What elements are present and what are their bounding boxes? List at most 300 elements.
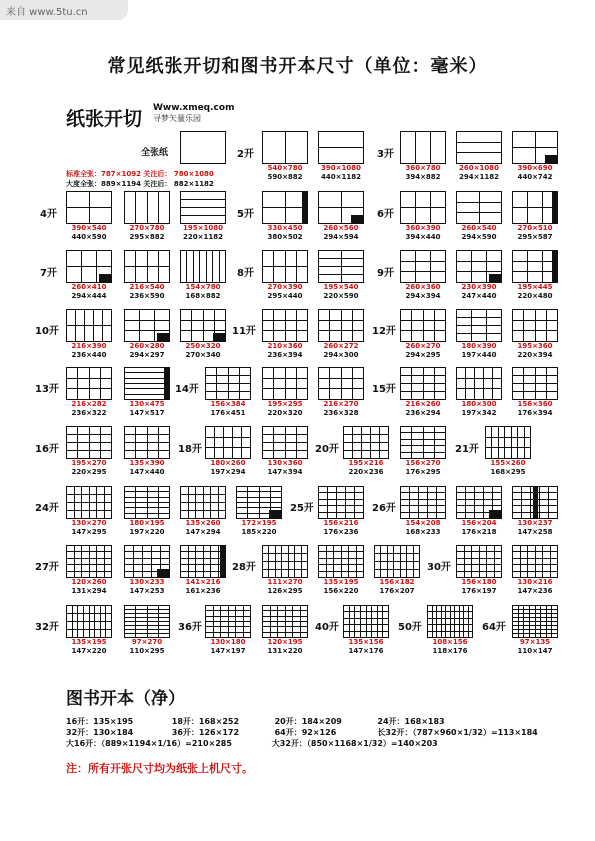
trimmed-size: 260×540 [461, 224, 497, 232]
cut-grid-svg [66, 367, 112, 400]
cut-grid-svg [512, 131, 558, 164]
watermark-text: 来自 www.5tu.cn [6, 6, 88, 18]
trimmed-size: 135×156 [348, 638, 384, 646]
big-sheet-line [66, 179, 214, 189]
sheet-size: 294×594 [323, 233, 359, 241]
sheet-size: 440×590 [71, 233, 107, 241]
row-label: 6开 [377, 209, 394, 220]
row-label: 10开 [35, 326, 59, 337]
cut-grid-svg [456, 545, 502, 578]
row-label: 32开 [35, 622, 59, 633]
sheet-size: 156×220 [323, 587, 359, 595]
sheet-size: 295×440 [267, 292, 303, 300]
cut-diagram [343, 605, 389, 656]
row-label: 64开 [482, 622, 506, 633]
sheet-size: 294×297 [129, 351, 165, 359]
cut-diagram [262, 367, 308, 418]
row-label: 9开 [377, 268, 394, 279]
cut-diagram [262, 191, 308, 242]
trimmed-size: 180×195 [129, 519, 165, 527]
trimmed-size: 130×180 [210, 638, 246, 646]
trimmed-size: 260×280 [129, 342, 165, 350]
row-label: 24开 [35, 503, 59, 514]
cut-diagram [262, 545, 308, 596]
section-title-book-format: 图书开本（净） [66, 689, 185, 709]
cut-diagram [456, 250, 502, 301]
big-sheet-after: 关注后： [143, 180, 172, 188]
row-label: 2开 [237, 149, 254, 160]
cut-diagram [512, 250, 558, 301]
sheet-size: 147×253 [129, 587, 165, 595]
row-label: 11开 [232, 326, 256, 337]
cut-grid-svg [512, 605, 558, 638]
sheet-size: 176×218 [461, 528, 497, 536]
row-label: 3开 [377, 149, 394, 160]
cut-grid-svg [400, 367, 446, 400]
cut-grid-svg [512, 367, 558, 400]
book-sizes-line-2 [66, 727, 538, 738]
sheet-size: 294×394 [405, 292, 441, 300]
sheet-size: 236×294 [405, 409, 441, 417]
sheet-size: 176×207 [379, 587, 415, 595]
cut-grid-svg [180, 309, 226, 342]
cut-diagram [66, 426, 112, 477]
sheet-size: 236×440 [71, 351, 107, 359]
sheet-size: 131×220 [267, 647, 303, 655]
cut-diagram [318, 250, 364, 301]
cut-diagram [124, 486, 170, 537]
cut-diagram [66, 309, 112, 360]
cut-grid-svg [180, 486, 226, 519]
cut-grid-svg [318, 486, 364, 519]
sheet-size: 220×590 [323, 292, 359, 300]
sheet-size: 295×882 [129, 233, 165, 241]
trimmed-size: 172×195 [241, 519, 277, 527]
cut-grid-svg [180, 250, 226, 283]
cut-grid-svg [180, 191, 226, 224]
cut-grid-svg [512, 250, 558, 283]
cut-diagram [124, 605, 170, 656]
sheet-size: 147×220 [71, 647, 107, 655]
trimmed-size: 108×156 [432, 638, 468, 646]
trimmed-size: 260×270 [405, 342, 441, 350]
cut-grid-svg [124, 545, 170, 578]
sheet-size: 110×295 [129, 647, 165, 655]
cut-diagram [318, 545, 364, 596]
sheet-size: 161×236 [185, 587, 221, 595]
trimmed-size: 216×260 [405, 400, 441, 408]
cut-diagram [205, 426, 251, 477]
row-label: 13开 [35, 384, 59, 395]
cut-grid-svg [343, 426, 389, 459]
cut-grid-svg [318, 250, 364, 283]
cut-grid-svg [66, 309, 112, 342]
trimmed-size: 97×135 [519, 638, 551, 646]
cut-grid-svg [318, 367, 364, 400]
sheet-size: 197×342 [461, 409, 497, 417]
trimmed-size: 180×390 [461, 342, 497, 350]
cut-grid-svg [66, 605, 112, 638]
cut-diagram [262, 309, 308, 360]
sheet-size: 590×882 [267, 173, 303, 181]
sheet-size: 294×590 [461, 233, 497, 241]
trimmed-size: 111×270 [267, 578, 303, 586]
book-size: 长32开：（787×960×1/32）=113×184 [377, 728, 538, 737]
sheet-size: 236×322 [71, 409, 107, 417]
trimmed-size: 156×270 [405, 459, 441, 467]
cut-diagram [512, 605, 558, 656]
book-size: 大16开：（889×1194×1/16）=210×285 [66, 739, 232, 748]
trimmed-size: 180×260 [210, 459, 246, 467]
row-label: 12开 [372, 326, 396, 337]
trimmed-size: 195×540 [323, 283, 359, 291]
sheet-size: 380×502 [267, 233, 303, 241]
cut-grid-svg [66, 250, 112, 283]
page-title: 常见纸张开切和图书开本尺寸（单位：毫米） [107, 56, 488, 77]
standard-sheet-line [66, 169, 214, 179]
row-label: 8开 [237, 268, 254, 279]
cut-grid-svg [318, 131, 364, 164]
row-label: 15开 [372, 384, 396, 395]
sheet-size: 147×295 [71, 528, 107, 536]
cut-grid-svg [180, 545, 226, 578]
trimmed-size: 210×360 [267, 342, 303, 350]
cut-diagram [456, 486, 502, 537]
sheet-size: 394×440 [405, 233, 441, 241]
full-sheet-label: 全张纸 [141, 148, 169, 158]
standard-sheet-trim: 780×1080 [173, 170, 214, 178]
cut-diagram [427, 605, 473, 656]
trimmed-size: 216×282 [71, 400, 107, 408]
sheet-size: 147×440 [129, 468, 165, 476]
trimmed-size: 154×780 [185, 283, 221, 291]
cut-grid-svg [262, 191, 308, 224]
trimmed-size: 130×233 [129, 578, 165, 586]
cut-grid-svg [124, 605, 170, 638]
cut-grid-svg [512, 191, 558, 224]
book-size: 18开：168×252 [171, 717, 240, 726]
book-sizes-line-1 [66, 716, 445, 727]
cut-diagram [180, 486, 226, 537]
cut-grid-svg [400, 486, 446, 519]
trimmed-size: 270×390 [267, 283, 303, 291]
full-sheet-rect [180, 131, 226, 164]
cut-diagram [66, 191, 112, 242]
cut-grid-svg [262, 426, 308, 459]
trimmed-size: 360×780 [405, 164, 441, 172]
trimmed-size: 180×300 [461, 400, 497, 408]
sheet-size: 131×294 [71, 587, 107, 595]
trimmed-size: 260×1080 [459, 164, 499, 172]
cut-diagram [318, 131, 364, 182]
cut-grid-svg [485, 426, 531, 459]
cut-diagram [180, 309, 226, 360]
cut-diagram [262, 426, 308, 477]
cut-grid-svg [205, 426, 251, 459]
cut-diagram [400, 486, 446, 537]
sheet-size: 270×340 [185, 351, 221, 359]
logo-subtitle: 寻梦矢量乐园 [153, 114, 201, 123]
trimmed-size: 156×204 [461, 519, 497, 527]
cut-grid-svg [456, 486, 502, 519]
sheet-size: 294×1182 [459, 173, 499, 181]
cut-diagram [374, 545, 420, 596]
sheet-size: 118×176 [432, 647, 468, 655]
cut-grid-svg [66, 545, 112, 578]
cut-diagram [66, 486, 112, 537]
sheet-size: 147×176 [348, 647, 384, 655]
cut-diagram [512, 545, 558, 596]
sheet-size: 168×882 [185, 292, 221, 300]
cut-diagram [456, 191, 502, 242]
trimmed-size: 195×445 [517, 283, 553, 291]
row-label: 28开 [232, 562, 256, 573]
cut-diagram [400, 250, 446, 301]
sheet-size: 110×147 [517, 647, 553, 655]
sheet-size: 176×236 [323, 528, 359, 536]
cut-diagram [456, 309, 502, 360]
full-sheet-diagram [180, 131, 226, 164]
sheet-size: 220×295 [71, 468, 107, 476]
trimmed-size: 135×195 [71, 638, 107, 646]
cut-grid-svg [236, 486, 282, 519]
cut-diagram [124, 367, 170, 418]
cut-diagram [124, 545, 170, 596]
cut-grid-svg [400, 426, 446, 459]
section-title-paper-cutting: 纸张开切 [66, 108, 143, 130]
cut-diagram [318, 486, 364, 537]
row-label: 26开 [372, 503, 396, 514]
cut-grid-svg [262, 250, 308, 283]
sheet-size: 176×197 [461, 587, 497, 595]
cut-diagram [512, 367, 558, 418]
cut-diagram [236, 486, 282, 537]
cut-grid-svg [400, 309, 446, 342]
cut-diagram [124, 309, 170, 360]
trimmed-size: 156×182 [379, 578, 415, 586]
row-label: 20开 [315, 444, 339, 455]
trimmed-size: 540×780 [267, 164, 303, 172]
trimmed-size: 260×272 [323, 342, 359, 350]
big-sheet-trim: 882×1182 [173, 180, 214, 188]
row-label: 14开 [175, 384, 199, 395]
cut-grid-svg [512, 309, 558, 342]
cut-grid-svg [318, 191, 364, 224]
trimmed-size: 156×216 [323, 519, 359, 527]
trimmed-size: 155×260 [490, 459, 526, 467]
sheet-size: 185×220 [241, 528, 277, 536]
trimmed-size: 120×195 [267, 638, 303, 646]
sheet-size: 220×480 [517, 292, 553, 300]
cut-grid-svg [400, 191, 446, 224]
cut-grid-svg [456, 131, 502, 164]
trimmed-size: 260×560 [323, 224, 359, 232]
sheet-size: 220×236 [348, 468, 384, 476]
cut-grid-svg [456, 367, 502, 400]
trimmed-size: 230×390 [461, 283, 497, 291]
sheet-size: 147×258 [517, 528, 553, 536]
sheet-size: 176×295 [405, 468, 441, 476]
sheet-size: 294×295 [405, 351, 441, 359]
cut-diagram [318, 367, 364, 418]
trimmed-size: 216×540 [129, 283, 165, 291]
row-label: 16开 [35, 444, 59, 455]
sheet-size: 247×440 [461, 292, 497, 300]
trimmed-size: 156×384 [210, 400, 246, 408]
logo-url: Www.xmeq.com [153, 103, 235, 113]
cut-grid-svg [374, 545, 420, 578]
standard-sheet-size: 标准全张：787×1092 [66, 170, 141, 178]
cut-grid-svg [262, 131, 308, 164]
sheet-size: 147×197 [210, 647, 246, 655]
cut-diagram [400, 131, 446, 182]
cut-grid-svg [318, 309, 364, 342]
cut-diagram [180, 191, 226, 242]
row-label: 40开 [315, 622, 339, 633]
cut-diagram [512, 131, 558, 182]
cut-grid-svg [124, 309, 170, 342]
book-size: 16开：135×195 [66, 717, 134, 726]
sheet-size: 236×394 [267, 351, 303, 359]
book-sizes-line-3 [66, 738, 438, 749]
sheet-size: 126×295 [267, 587, 303, 595]
trimmed-size: 135×390 [129, 459, 165, 467]
trimmed-size: 130×237 [517, 519, 553, 527]
cut-grid-svg [318, 545, 364, 578]
sheet-size: 147×236 [517, 587, 553, 595]
row-label: 27开 [35, 562, 59, 573]
row-label: 4开 [40, 209, 57, 220]
trimmed-size: 270×510 [517, 224, 553, 232]
cut-diagram [262, 250, 308, 301]
cut-grid-svg [124, 426, 170, 459]
cut-grid-svg [66, 426, 112, 459]
sheet-size: 176×451 [210, 409, 246, 417]
trimmed-size: 130×475 [129, 400, 165, 408]
row-label: 18开 [178, 444, 202, 455]
cut-diagram [205, 367, 251, 418]
trimmed-size: 154×208 [405, 519, 441, 527]
cut-grid-svg [343, 605, 389, 638]
sheet-size: 220×394 [517, 351, 553, 359]
sheet-size: 294×300 [323, 351, 359, 359]
cut-grid-svg [262, 545, 308, 578]
cut-diagram [318, 309, 364, 360]
cut-grid-svg [66, 486, 112, 519]
sheet-size: 220×320 [267, 409, 303, 417]
book-size: 36开：126×172 [171, 728, 240, 737]
sheet-size: 236×590 [129, 292, 165, 300]
cut-diagram [512, 191, 558, 242]
trimmed-size: 330×450 [267, 224, 303, 232]
cut-grid-svg [262, 605, 308, 638]
trimmed-size: 130×360 [267, 459, 303, 467]
book-size: 20开：184×209 [274, 717, 342, 726]
book-size: 64开：92×126 [274, 728, 337, 737]
cut-grid-svg [262, 309, 308, 342]
row-label: 36开 [178, 622, 202, 633]
trimmed-size: 216×270 [323, 400, 359, 408]
cut-diagram [66, 605, 112, 656]
sheet-size: 197×294 [210, 468, 246, 476]
sheet-size: 197×220 [129, 528, 165, 536]
sheet-size: 220×1182 [183, 233, 223, 241]
cut-grid-svg [205, 367, 251, 400]
cut-diagram [124, 191, 170, 242]
trimmed-size: 97×270 [131, 638, 163, 646]
trimmed-size: 195×295 [267, 400, 303, 408]
sheet-size: 147×294 [185, 528, 221, 536]
cut-diagram [66, 545, 112, 596]
watermark-bar [0, 0, 128, 20]
sheet-size: 294×444 [71, 292, 107, 300]
cut-diagram [456, 367, 502, 418]
site-logo [153, 103, 234, 124]
row-label: 7开 [40, 268, 57, 279]
cut-grid-svg [124, 250, 170, 283]
sheet-size: 394×882 [405, 173, 441, 181]
row-label: 30开 [427, 562, 451, 573]
cut-grid-svg [400, 131, 446, 164]
cut-diagram [400, 309, 446, 360]
row-label: 21开 [455, 444, 479, 455]
cut-diagram [318, 191, 364, 242]
trimmed-size: 130×270 [71, 519, 107, 527]
cut-grid-svg [124, 191, 170, 224]
trimmed-size: 195×1080 [183, 224, 223, 232]
sheet-size: 168×233 [405, 528, 441, 536]
trimmed-size: 270×780 [129, 224, 165, 232]
big-sheet-size: 大度全张：889×1194 [66, 180, 141, 188]
cut-diagram [485, 426, 531, 477]
sheet-size: 440×742 [517, 173, 553, 181]
book-size: 大32开：（850×1168×1/32）=140×203 [271, 739, 438, 748]
trimmed-size: 390×690 [517, 164, 553, 172]
row-label: 25开 [290, 503, 314, 514]
standard-sheet-after: 关注后： [143, 170, 172, 178]
cut-diagram [180, 250, 226, 301]
trimmed-size: 130×216 [517, 578, 553, 586]
cut-diagram [66, 250, 112, 301]
cut-diagram [262, 605, 308, 656]
trimmed-size: 135×195 [323, 578, 359, 586]
cut-grid-svg [456, 191, 502, 224]
trimmed-size: 360×390 [405, 224, 441, 232]
trimmed-size: 156×180 [461, 578, 497, 586]
trimmed-size: 216×390 [71, 342, 107, 350]
row-label: 50开 [398, 622, 422, 633]
cut-grid-svg [205, 605, 251, 638]
sheet-size: 147×517 [129, 409, 165, 417]
cut-grid-svg [512, 486, 558, 519]
cut-diagram [400, 367, 446, 418]
cut-grid-svg [427, 605, 473, 638]
cut-diagram [456, 131, 502, 182]
sheet-size: 197×440 [461, 351, 497, 359]
cut-diagram [400, 191, 446, 242]
cut-grid-svg [400, 250, 446, 283]
sheet-size: 295×587 [517, 233, 553, 241]
trimmed-size: 141×216 [185, 578, 221, 586]
footnote: 注：所有开张尺寸均为纸张上机尺寸。 [66, 762, 253, 775]
sheet-size: 236×328 [323, 409, 359, 417]
cut-diagram [124, 426, 170, 477]
row-label: 5开 [237, 209, 254, 220]
trimmed-size: 260×360 [405, 283, 441, 291]
trimmed-size: 390×540 [71, 224, 107, 232]
sheet-size: 147×394 [267, 468, 303, 476]
cut-grid-svg [456, 309, 502, 342]
